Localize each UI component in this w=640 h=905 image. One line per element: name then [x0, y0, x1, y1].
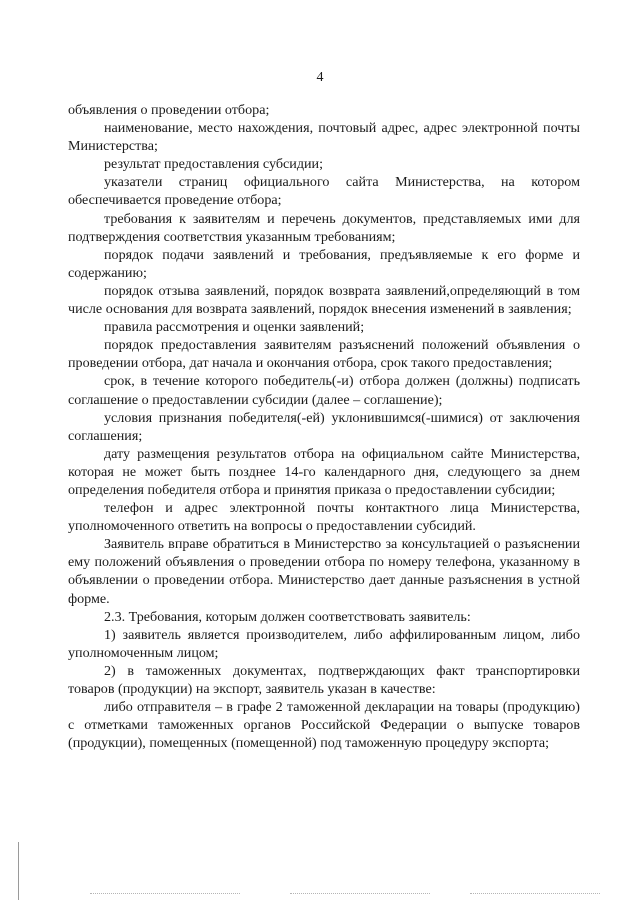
scan-artifact-dots	[290, 893, 430, 895]
paragraph: 2) в таможенных документах, подтверждающих факт транспортировки товаров (продукции) на экспорт, заявитель указан в качестве:	[68, 662, 580, 697]
paragraph: 2.3. Требования, которым должен соответствовать заявитель:	[104, 608, 471, 625]
paragraph: указатели страниц официального сайта Министерства, на котором обеспечивается проведение отбора;	[68, 174, 580, 209]
paragraph: дату размещения результатов отбора на официальном сайте Министерства, которая не может быть позднее 14-го календарного дня, следующего за днем определения победителя отбора и принятия приказа о предоставлении субсидии;	[68, 445, 580, 498]
page-number: 4	[316, 70, 324, 85]
paragraph: срок, в течение которого победитель(-и) отбора должен (должны) подписать соглашение о предоставлении субсидии (далее – соглашение);	[68, 373, 580, 408]
paragraph: правила рассмотрения и оценки заявлений;	[104, 319, 365, 336]
paragraph: либо отправителя – в графе 2 таможенной декларации на товары (продукцию) с отметками таможенных органов Российской Федерации о выпуске товаров (продукции), помещенных (помещенной) под таможенную процедуру экспорта;	[68, 699, 580, 752]
paragraph: наименование, место нахождения, почтовый адрес, адрес электронной почты Министерства;	[68, 120, 580, 155]
paragraph: порядок предоставления заявителям разъяснений положений объявления о проведении отбора, дат начала и окончания отбора, срок такого предоставления;	[68, 337, 580, 372]
body-text	[68, 101, 580, 752]
paragraph: объявления о проведении отбора;	[68, 102, 270, 118]
scan-artifact-dots	[90, 893, 240, 895]
scan-artifact-dots	[470, 893, 600, 895]
paragraph: порядок отзыва заявлений, порядок возврата заявлений,определяющий в том числе основания для возврата заявлений, порядок внесения изменений в заявления;	[68, 282, 580, 318]
scan-margin-line	[18, 842, 19, 900]
paragraph: условия признания победителя(-ей) уклонившимся(-шимися) от заключения соглашения;	[68, 409, 580, 444]
paragraph: результат предоставления субсидии;	[104, 156, 323, 173]
paragraph: требования к заявителям и перечень документов, представляемых ими для подтверждения соответствия указанным требованиям;	[68, 210, 580, 245]
paragraph: порядок подачи заявлений и требования, предъявляемые к его форме и содержанию;	[68, 246, 580, 281]
paragraph: телефон и адрес электронной почты контактного лица Министерства, уполномоченного ответить на вопросы о предоставлении субсидий.	[68, 500, 580, 535]
paragraph: 1) заявитель является производителем, либо аффилированным лицом, либо уполномоченным лицом;	[68, 626, 580, 661]
paragraph: Заявитель вправе обратиться в Министерство за консультацией о разъяснении ему положений объявления о проведении отбора по номеру телефона, указанному в объявлении о проведении отбора. Министерство дает данные разъяснения в устной форме.	[68, 536, 580, 607]
